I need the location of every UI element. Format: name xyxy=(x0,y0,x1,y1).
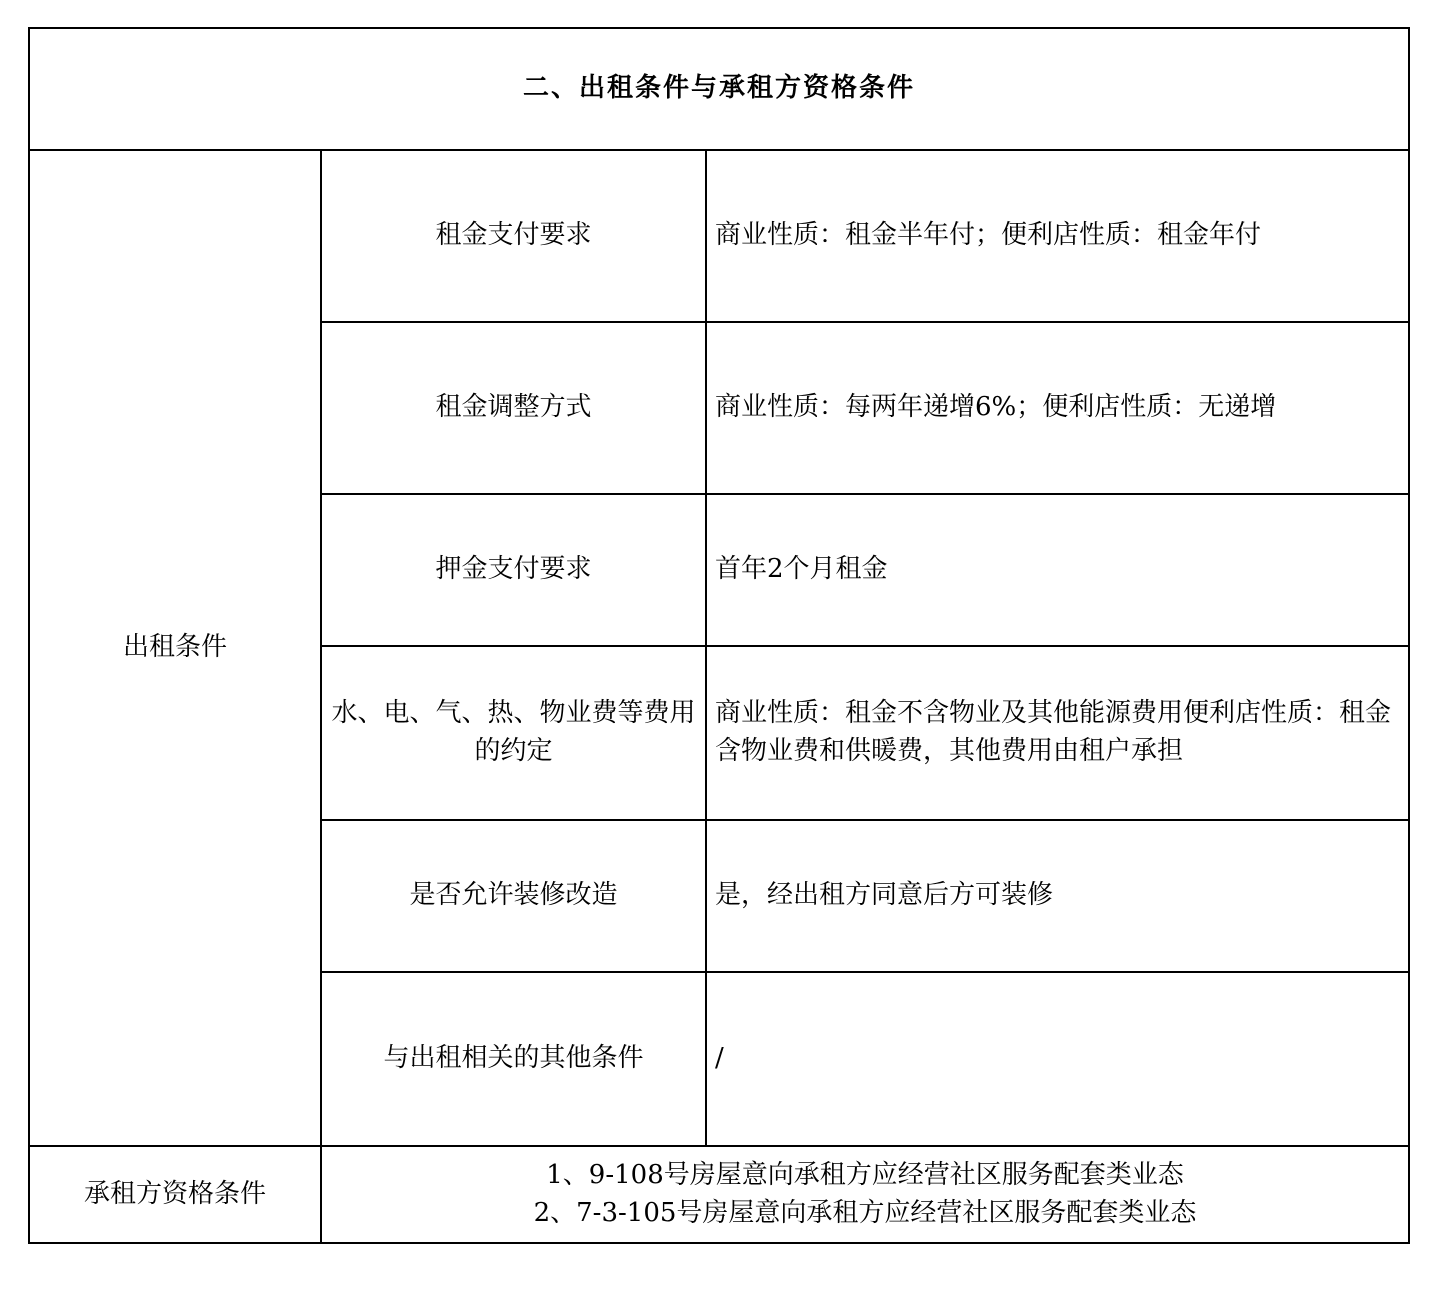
row-item-value: 首年2个月租金 xyxy=(706,494,1409,646)
row-item-value: 是，经出租方同意后方可装修 xyxy=(706,820,1409,972)
row-item-label: 租金调整方式 xyxy=(321,322,706,494)
row-item-value: 商业性质：租金半年付；便利店性质：租金年付 xyxy=(706,150,1409,322)
row-item-label: 押金支付要求 xyxy=(321,494,706,646)
page-title: 二、出租条件与承租方资格条件 xyxy=(29,28,1409,150)
table-row-title xyxy=(29,28,1409,150)
rental-conditions-table xyxy=(28,27,1410,1244)
row-item-label: 是否允许装修改造 xyxy=(321,820,706,972)
section-label-rental-conditions: 出租条件 xyxy=(29,150,321,1146)
row-item-value: / xyxy=(706,972,1409,1146)
qualification-line-2: 2、7-3-105号房屋意向承租方应经营社区服务配套类业态 xyxy=(533,1197,1197,1228)
tenant-qualification-content xyxy=(321,1146,1409,1243)
row-item-value: 商业性质：租金不含物业及其他能源费用便利店性质：租金含物业费和供暖费，其他费用由租户承担 xyxy=(706,646,1409,820)
row-item-label: 水、电、气、热、物业费等费用的约定 xyxy=(321,646,706,820)
row-item-label: 与出租相关的其他条件 xyxy=(321,972,706,1146)
row-item-value: 商业性质：每两年递增6%；便利店性质：无递增 xyxy=(706,322,1409,494)
table-row xyxy=(29,150,1409,322)
table-row-qualification xyxy=(29,1146,1409,1243)
row-item-label: 租金支付要求 xyxy=(321,150,706,322)
qualification-line-1: 1、9-108号房屋意向承租方应经营社区服务配套类业态 xyxy=(546,1160,1184,1190)
section-label-tenant-qualification: 承租方资格条件 xyxy=(29,1146,321,1243)
